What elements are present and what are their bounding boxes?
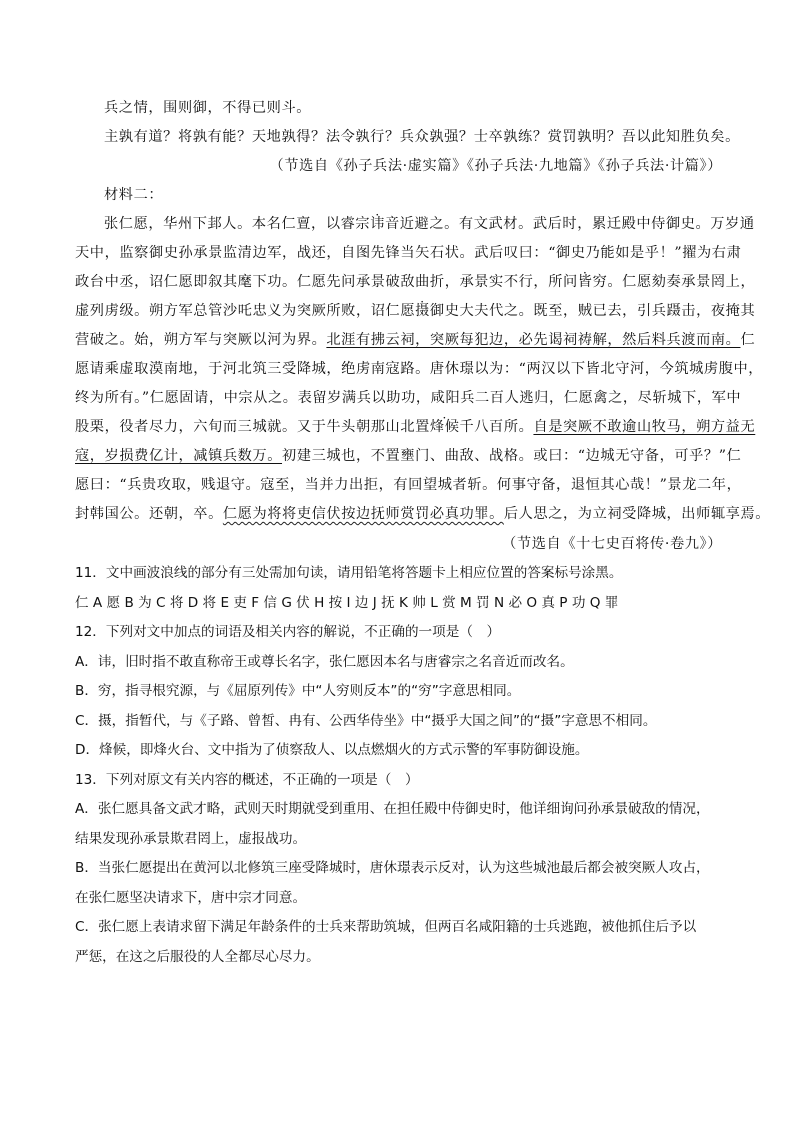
option-a: A．张仁愿具备文武才略，武则天时期就受到重用、在担任殿中侍御史时，他详细询问孙承景破敌的情况， xyxy=(75,801,710,817)
text-run: 穷。仁愿劾奏承景罔上， xyxy=(592,274,756,290)
option-a: A．讳，旧时指不敢直称帝王或尊长名字，张仁愿因本名与唐睿宗之名音近而改名。 xyxy=(75,654,574,670)
text-run: 虚列虏级。朔方军总管沙吒忠义为突厥所败，诏仁愿 xyxy=(75,303,416,319)
source-citation: （节选自《十七史百将传·卷九》） xyxy=(502,536,722,552)
option-c: C．摄，指暂代，与《子路、曾皙、冉有、公西华侍坐》中“摄乎大国之间”的“摄”字意思不相同。 xyxy=(75,713,657,729)
section-heading: 材料二： xyxy=(104,187,164,203)
text-run: 封韩国公。还朝，卒。 xyxy=(75,506,223,522)
passage-line: 天中，监察御史孙承景监清边军，战还，自图先锋当矢石状。武后叹曰：“御史乃能如是乎！”擢为右肃 xyxy=(75,245,742,261)
passage-line: 兵之情，围则御，不得已则斗。 xyxy=(104,100,312,116)
question-12: 12．下列对文中加点的词语及相关内容的解说，不正确的一项是（ ） xyxy=(75,624,501,640)
text-run: 政台中丞，诏仁愿即叙其麾下功。仁愿先问承景破敌曲折，承景实不行，所问 xyxy=(75,274,578,290)
question-11: 11．文中画波浪线的部分有三处需加句读，请用铅笔将答题卡上相应位置的答案标号涂黑。 xyxy=(75,565,623,581)
option-a-cont: 结果发现孙承景欺君罔上，虚报战功。 xyxy=(75,831,307,847)
text-run: 御史大夫代之。既至，贼已去，引兵蹑击，夜掩其 xyxy=(429,303,756,319)
underlined-sentence: 北涯有拂云祠，突厥每犯边，必先谒祠祷解，然后料兵渡而南。 xyxy=(326,332,741,348)
wavy-underlined-sentence: 仁愿为将将吏信伏按边抚师赏罚必真功罪。 xyxy=(222,506,504,522)
passage-line xyxy=(75,446,741,466)
dotted-word: 皆 xyxy=(577,274,593,290)
question-11-options: 仁 A 愿 B 为 C 将 D 将 E 吏 F 信 G 伏 H 按 I 边 J 抚 K 帅 L 赏 M 罚 N 必 O 真 P 功 Q 罪 xyxy=(75,595,619,611)
option-b: B．穷，指寻根究源，与《屈原列传》中“人穷则反本”的“穷”字意思相同。 xyxy=(75,683,521,699)
text-run: 后人思之，为立祠受降城，出师辄享焉。 xyxy=(503,506,771,522)
passage-line: 愿请乘虚取漠南地，于河北筑三受降城，绝虏南寇路。唐休璟以为：“两汉以下皆北守河，今筑城虏腹中， xyxy=(75,361,764,377)
option-c: C．张仁愿上表请求留下满足年龄条件的士兵来帮助筑城，但两百名咸阳籍的士兵逃跑，被他抓住后予以 xyxy=(75,919,697,935)
text-run: 初建三城也，不置壅门、曲敌、战格。或曰：“边城无守备，可乎？”仁 xyxy=(282,448,742,464)
underlined-sentence: 自是突厥不敢逾山牧马，朔方益无 xyxy=(533,419,756,435)
option-b-cont: 在张仁愿坚决请求下，唐中宗才同意。 xyxy=(75,890,307,906)
passage-line: 主孰有道？将孰有能？天地孰得？法令孰行？兵众孰强？士卒孰练？赏罚孰明？吾以此知胜负矣。 xyxy=(104,129,740,145)
passage-line: 愿曰：“兵贵攻取，贱退守。寇至，当并力出拒，有回望城者斩。何事守备，退恒其心哉！”景龙二年， xyxy=(75,477,742,493)
option-d: D．烽候，即烽火台、文中指为了侦察敌人、以点燃烟火的方式示警的军事防御设施。 xyxy=(75,742,589,758)
passage-line xyxy=(75,330,755,350)
passage-line xyxy=(75,301,755,321)
text-run: 仁 xyxy=(740,332,756,348)
passage-line xyxy=(75,272,755,292)
passage-line xyxy=(75,417,755,437)
text-run: 千八百所。 xyxy=(459,419,534,435)
text-run: 营破之。始，朔方军与突厥以河为界。 xyxy=(75,332,327,348)
option-b: B．当张仁愿提出在黄河以北修筑三座受降城时，唐休璟表示反对，认为这些城池最后都会被突厥人攻占， xyxy=(75,860,710,876)
passage-line xyxy=(104,214,755,234)
text-run: 张仁愿，华州下邽人。本名仁亶，以睿宗 xyxy=(104,216,371,232)
option-c-cont: 严惩，在这之后服役的人全都尽心尽力。 xyxy=(75,949,320,965)
question-13: 13．下列对原文有关内容的概述，不正确的一项是（ ） xyxy=(75,772,419,788)
passage-line xyxy=(75,504,770,524)
source-citation: （节选自《孙子兵法·虚实篇》《孙子兵法·九地篇》《孙子兵法·计篇》） xyxy=(269,158,722,174)
passage-line: 终为所有。”仁愿固请，中宗从之。表留岁满兵以助功，咸阳兵二百人逃归，仁愿禽之，尽斩城下，军中 xyxy=(75,390,742,406)
dotted-word: 讳 xyxy=(370,216,385,232)
dotted-word: 烽候 xyxy=(429,419,460,435)
underlined-sentence: 寇，岁损费亿计，减镇兵数万。 xyxy=(75,448,283,464)
dotted-word: 摄 xyxy=(415,303,430,319)
text-run: 音近避之。有文武材。武后时，累迁殿中侍御史。万岁通 xyxy=(384,216,755,232)
text-run: 股栗，役者尽力，六旬而三城就。又于牛头朝那山北置 xyxy=(75,419,430,435)
